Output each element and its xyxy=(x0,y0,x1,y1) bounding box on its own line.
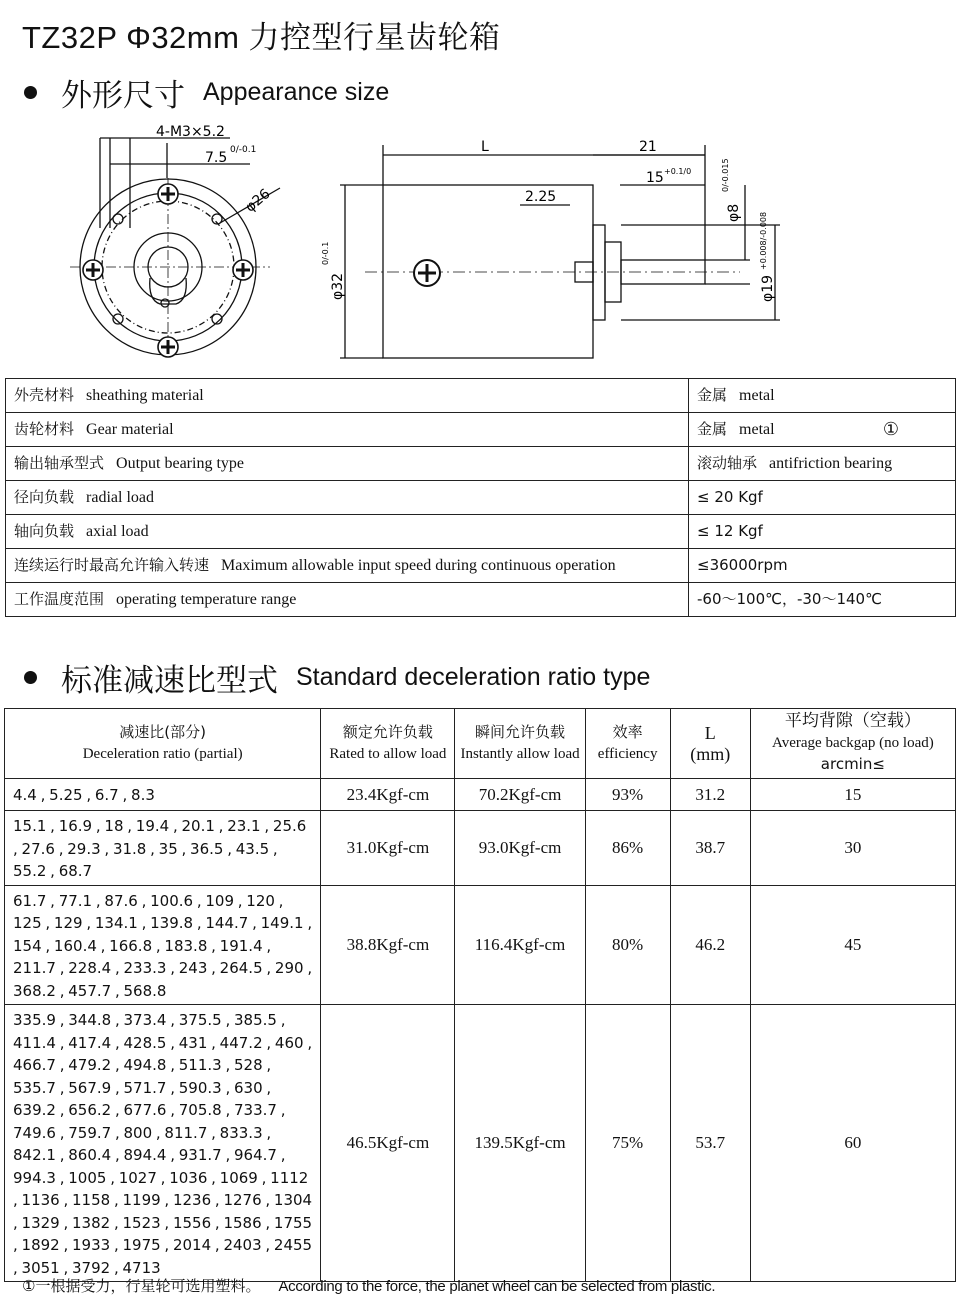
spec-label: 径向负载 radial load xyxy=(6,481,689,515)
table-header-row xyxy=(5,709,956,779)
length: 31.2 xyxy=(670,779,750,811)
spec-value: 金属 metal xyxy=(689,379,956,413)
ratio-table xyxy=(4,708,956,1282)
dim-8-tol: 0/-0.015 xyxy=(721,158,730,192)
table-row xyxy=(6,549,956,583)
efficiency: 80% xyxy=(585,885,670,1005)
table-row xyxy=(6,515,956,549)
bullet-icon xyxy=(24,671,37,684)
rated-load: 31.0Kgf-cm xyxy=(321,811,455,886)
footnote-marker: ① xyxy=(882,419,899,439)
spec-label: 齿轮材料 Gear material xyxy=(6,413,689,447)
spec-label: 输出轴承型式 Output bearing type xyxy=(6,447,689,481)
spec-value: ≤36000rpm xyxy=(689,549,956,583)
dim-2-25-label: 2.25 xyxy=(525,189,557,205)
header-ratio: 减速比(部分) Deceleration ratio (partial) xyxy=(5,709,321,779)
section-title-en: Standard deceleration ratio type xyxy=(296,663,651,691)
spec-value: 金属 metal ① xyxy=(689,413,956,447)
footnote xyxy=(22,1275,715,1296)
footnote-cn: ①一根据受力，行星轮可选用塑料。 xyxy=(22,1277,261,1295)
dim-7-5-tol: 0/-0.1 xyxy=(230,145,257,155)
section-ratio-type xyxy=(24,655,650,700)
dim-19-tol: +0.008/-0.008 xyxy=(759,211,768,270)
table-row xyxy=(6,379,956,413)
dim-32-tol: 0/-0.1 xyxy=(321,241,330,265)
dim-15-label: 15 xyxy=(646,170,664,186)
ratio-list: 4.4 , 5.25 , 6.7 , 8.3 xyxy=(5,779,321,811)
ratio-list: 15.1 , 16.9 , 18 , 19.4 , 20.1 , 23.1 , 25.6 , 27.6 , 29.3 , 31.8 , 35 , 36.5 , 43.5 , 55.2 , 68.7 xyxy=(5,811,321,886)
header-instant-load: 瞬间允许负载 Instantly allow load xyxy=(455,709,585,779)
efficiency: 75% xyxy=(585,1005,670,1282)
spec-label: 连续运行时最高允许输入转速 Maximum allowable input speed during continuous operation xyxy=(6,549,689,583)
dim-L-label: L xyxy=(481,139,489,155)
header-backlash: 平均背隙（空载） Average backgap (no load) arcmin≤ xyxy=(750,709,955,779)
spec-label: 工作温度范围 operating temperature range xyxy=(6,583,689,617)
dim-26-label: φ26 xyxy=(242,185,274,216)
tapped-hole xyxy=(113,214,123,224)
flange-step xyxy=(593,225,605,320)
dim-21-label: 21 xyxy=(639,139,657,155)
spec-value: -60～100℃，-30～140℃ xyxy=(689,583,956,617)
footnote-en: According to the force, the planet wheel can be selected from plastic. xyxy=(278,1278,716,1295)
header-length: L (mm) xyxy=(670,709,750,779)
page-title: TZ32P Φ32mm 力控型行星齿轮箱 xyxy=(22,20,501,55)
spec-table xyxy=(5,378,956,617)
instant-load: 93.0Kgf-cm xyxy=(455,811,585,886)
table-row xyxy=(5,779,956,811)
header-efficiency: 效率 efficiency xyxy=(585,709,670,779)
dim-8-label: φ8 xyxy=(726,203,742,222)
spec-label: 外壳材料 sheathing material xyxy=(6,379,689,413)
spec-label: 轴向负载 axial load xyxy=(6,515,689,549)
table-row xyxy=(5,1005,956,1282)
table-row xyxy=(5,885,956,1005)
length: 53.7 xyxy=(670,1005,750,1282)
backlash: 45 xyxy=(750,885,955,1005)
ratio-list: 335.9 , 344.8 , 373.4 , 375.5 , 385.5 , 411.4 , 417.4 , 428.5 , 431 , 447.2 , 460 , 466.7 , 479.2 , 494.8 , 511.3 , 528 , 535.7 , 567.9 , 571.7 , 590.3 , 630 , 639.2 , 656.2 , 677.6 , 705.8 , 733.7 , 749.6 , 759.7 , 800 , 811.7 , 833.3 , 842.1 , 860.4 , 894.4 , 931.7 , 964.7 , 994.3 , 1005 , 1027 , 1036 , 1069 , 1112 , 1136 , 1158 , 1199 , 1236 , 1276 , 1304 , 1329 , 1382 , 1523 , 1556 , 1586 , 1755 , 1892 , 1933 , 1975 , 2014 , 2403 , 2455 , 3051 , 3792 , 4713 xyxy=(5,1005,321,1282)
dim-19-label: φ19 xyxy=(760,274,776,302)
section-title-cn: 标准减速比型式 xyxy=(61,663,278,699)
front-view-drawing xyxy=(70,118,320,368)
dim-32-label: φ32 xyxy=(330,272,346,300)
spec-value: ≤ 20 Kgf xyxy=(689,481,956,515)
header-rated-load: 额定允许负载 Rated to allow load xyxy=(321,709,455,779)
section-title-en: Appearance size xyxy=(203,78,390,106)
dim-7-5-label: 7.5 xyxy=(205,150,228,166)
spec-value: 滚动轴承 antifriction bearing xyxy=(689,447,956,481)
side-screw-icon xyxy=(414,260,440,286)
side-view-drawing xyxy=(320,130,790,365)
table-row xyxy=(5,811,956,886)
length: 46.2 xyxy=(670,885,750,1005)
instant-load: 139.5Kgf-cm xyxy=(455,1005,585,1282)
section-title-cn: 外形尺寸 xyxy=(61,78,185,114)
rated-load: 23.4Kgf-cm xyxy=(321,779,455,811)
backlash: 60 xyxy=(750,1005,955,1282)
bullet-icon xyxy=(24,86,37,99)
backlash: 15 xyxy=(750,779,955,811)
efficiency: 86% xyxy=(585,811,670,886)
efficiency: 93% xyxy=(585,779,670,811)
table-row xyxy=(6,481,956,515)
rated-load: 38.8Kgf-cm xyxy=(321,885,455,1005)
instant-load: 116.4Kgf-cm xyxy=(455,885,585,1005)
table-row xyxy=(6,583,956,617)
ratio-list: 61.7 , 77.1 , 87.6 , 100.6 , 109 , 120 , 125 , 129 , 134.1 , 139.8 , 144.7 , 149.1 , 154 , 160.4 , 166.8 , 183.8 , 191.4 , 211.7 , 228.4 , 233.3 , 243 , 264.5 , 290 , 368.2 , 457.7 , 568.8 xyxy=(5,885,321,1005)
spec-value: ≤ 12 Kgf xyxy=(689,515,956,549)
section-appearance-size xyxy=(24,70,389,115)
backlash: 30 xyxy=(750,811,955,886)
table-row xyxy=(6,447,956,481)
rated-load: 46.5Kgf-cm xyxy=(321,1005,455,1282)
length: 38.7 xyxy=(670,811,750,886)
instant-load: 70.2Kgf-cm xyxy=(455,779,585,811)
dim-15-tol: +0.1/0 xyxy=(664,167,692,176)
dim-holes-label: 4-M3×5.2 xyxy=(156,124,225,140)
table-row xyxy=(6,413,956,447)
